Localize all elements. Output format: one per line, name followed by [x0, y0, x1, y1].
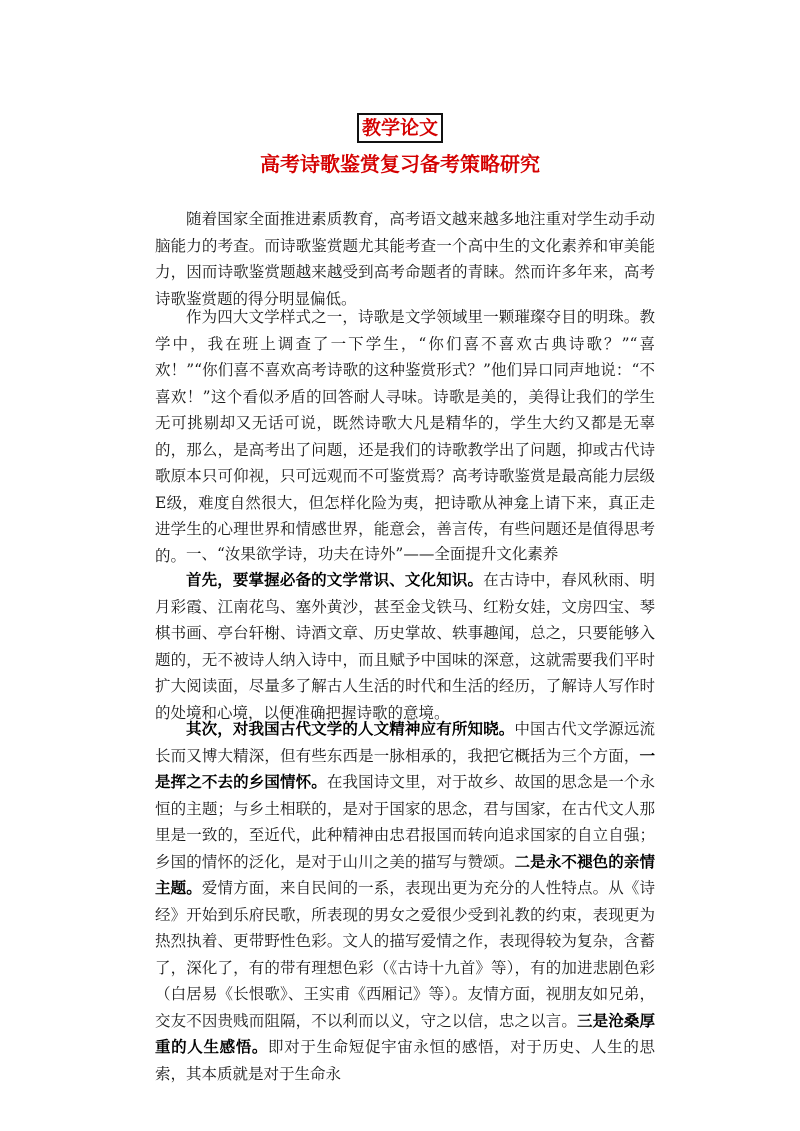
paragraph-4-text-1: 中国古代文学源远流长而又博大精深，但有些东西是一脉相承的，我把它概括为三个方面，: [155, 720, 655, 765]
document-title: 高考诗歌鉴赏复习备考策略研究: [260, 152, 540, 176]
paragraph-1: 随着国家全面推进素质教育，高考语文越来越多地注重对学生动手动脑能力的考查。而诗歌鉴赏题尤其能考查一个高中生的文化素养和审美能力，因而诗歌鉴赏题越来越受到高考命题者的青睐。然而许多年来，高考诗歌鉴赏题的得分明显偏低。: [155, 210, 655, 308]
paragraph-survey: [155, 304, 655, 569]
section-1-heading: 一、“汝果欲学诗，功夫在诗外”——全面提升文化素养: [186, 545, 559, 563]
section-heading-wrap: [155, 541, 655, 568]
bold-point-3: 三是沧桑厚重的人生感悟。: [155, 1010, 655, 1056]
bold-point-2: 二是永不褪色的亲情主题。: [155, 851, 655, 897]
paragraph-3-text: 在古诗中，春风秋雨、明月彩霞、江南花鸟、塞外黄沙，甚至金戈铁马、红粉女娃，文房四宝、琴棋书画、亭台轩榭、诗酒文章、历史掌故、轶事趣闻，总之，只要能够入题的，无不被诗人纳入诗中，而且赋予中国味的深意，这就需要我们平时扩大阅读面，尽量多了解古人生活的时代和生活的经历，了解诗人写作时的处境和心境，以便准确把握诗歌的意境。: [155, 571, 655, 722]
paragraph-2: 作为四大文学样式之一，诗歌是文学领域里一颗璀璨夺目的明珠。教学中，我在班上调查了一下学生，“你们喜不喜欢古典诗歌？”“喜欢！”“你们喜不喜欢高考诗歌的这种鉴赏形式？”他们异口同声地说：“不喜欢！”这个看似矛盾的回答耐人寻味。诗歌是美的，美得让我们的学生无可挑剔却又无话可说，既然诗歌大凡是精华的，学生大约又都是无辜的，那么，是高考出了问题，还是我们的诗歌教学出了问题，抑或古代诗歌原本只可仰视，只可远观而不可鉴赏焉？高考诗歌鉴赏是最高能力层级E级，难度自然很大，但怎样化险为夷，把诗歌从神龛上请下来，真正走进学生的心理世界和情感世界，能意会，善言传，有些问题还是值得思考的。: [155, 308, 655, 565]
paragraph-intro: [155, 206, 655, 312]
paragraph-3: [155, 567, 655, 726]
category-tag: 教学论文: [357, 113, 443, 143]
paragraph-4-text-3: 爱情方面，来自民间的一系，表现出更为充分的人性特点。从《诗经》开始到乐府民歌，所表现的男女之爱很少受到礼教的约束，表现更为热烈执着、更带野性色彩。文人的描写爱情之作，表现得较为复杂，含蓄了，深化了，有的带有理想色彩（《古诗十九首》等），有的加进悲剧色彩（白居易《长恨歌》、王实甫《西厢记》等）。友情方面，视朋友如兄弟，交友不因贵贱而阻隔，不以利而以义，守之以信，忠之以言。: [155, 879, 655, 1030]
bold-point-1: 一是挥之不去的乡国情怀。: [155, 745, 655, 791]
section-1-paragraph-2: [155, 716, 655, 1087]
paragraph-4-text-2: 在我国诗文里，对于故乡、故国的思念是一个永恒的主题；与乡土相联的，是对于国家的思念，君与国家，在古代文人那里是一致的，至近代，此种精神由忠君报国而转向追求国家的自立自强；乡国的情怀的泛化，是对于山川之美的描写与赞颂。: [155, 773, 655, 871]
paragraph-4: [155, 716, 655, 1087]
bold-lead-2: 其次，对我国古代文学的人文精神应有所知晓。: [186, 719, 515, 738]
bold-lead-1: 首先，要掌握必备的文学常识、文化知识。: [186, 570, 484, 589]
paragraph-4-text-4: 即对于生命短促宇宙永恒的感悟，对于历史、人生的思索，其本质就是对于生命永: [155, 1038, 655, 1083]
tag-wrapper: [0, 113, 800, 143]
section-1-paragraph-1: [155, 567, 655, 726]
